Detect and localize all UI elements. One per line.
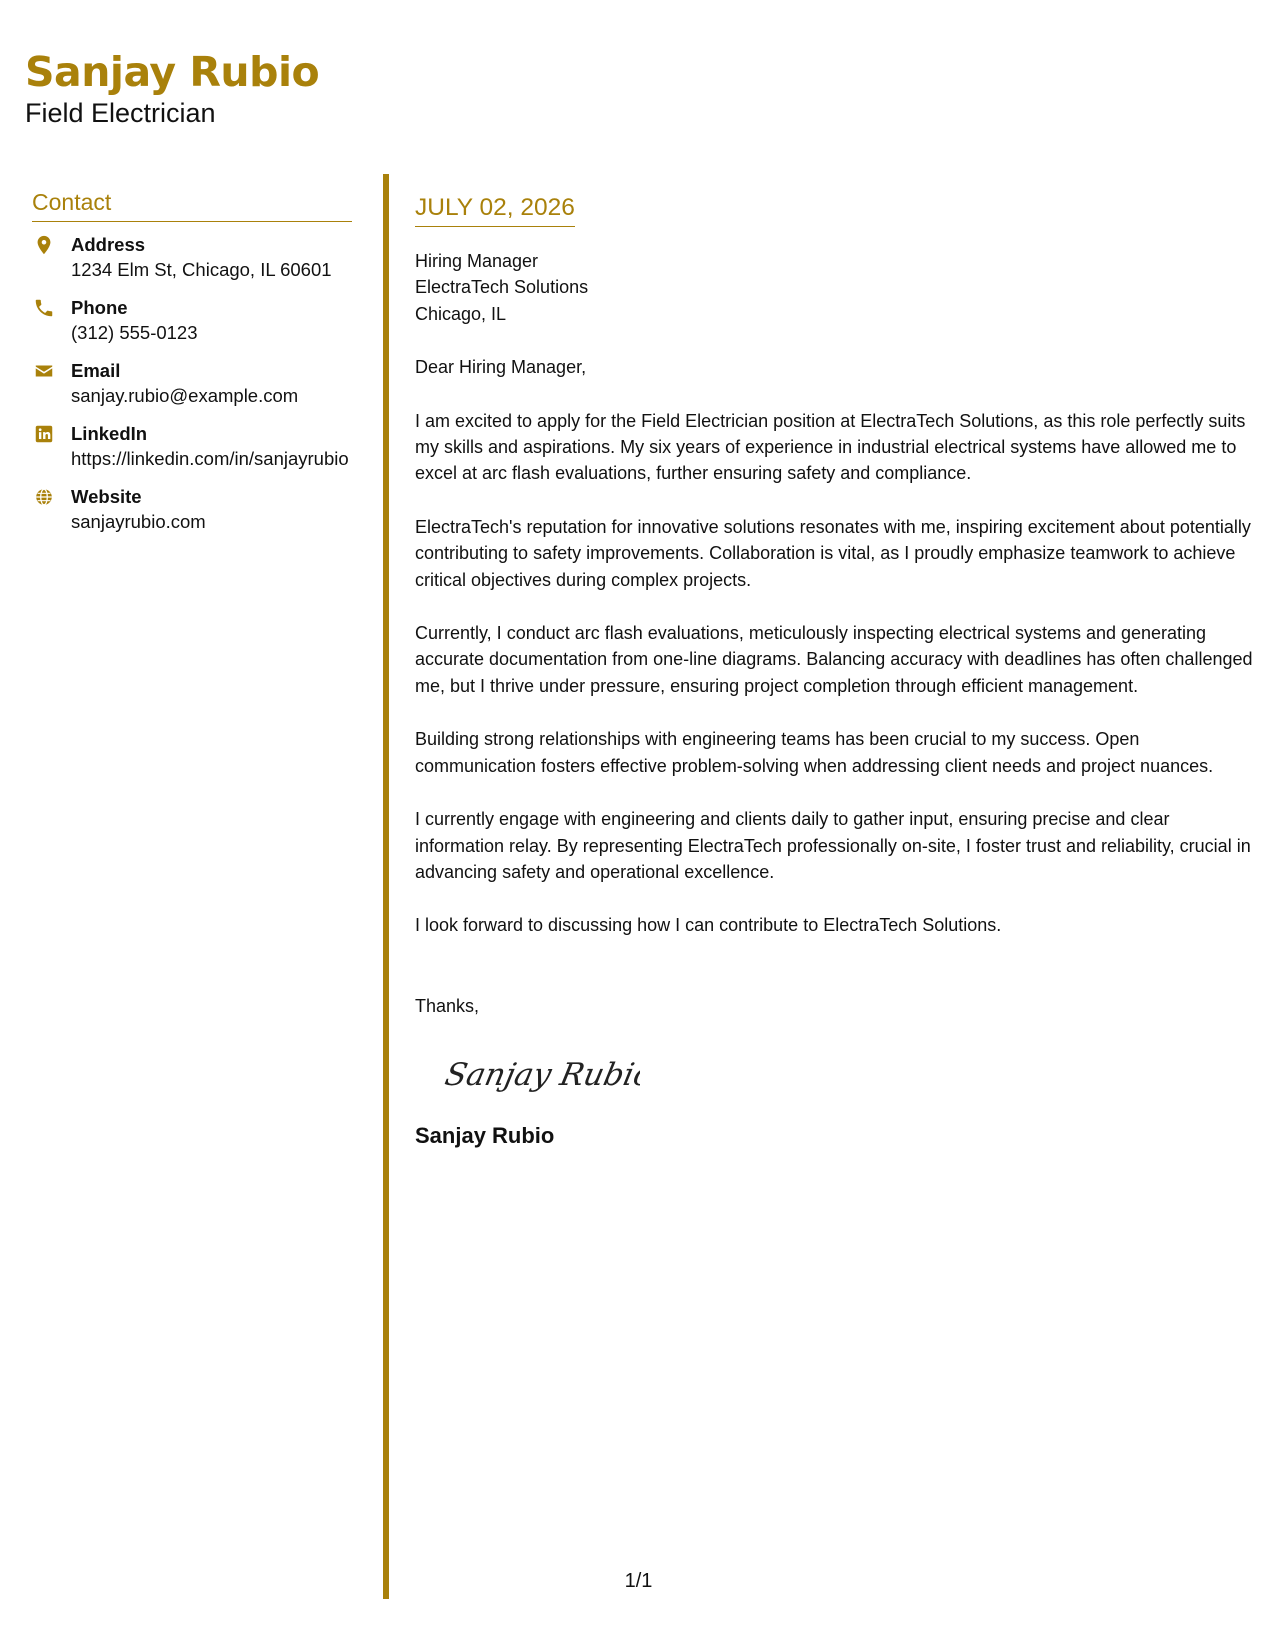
contact-item-linkedin: [32, 421, 352, 471]
contact-value-website[interactable]: sanjayrubio.com: [71, 511, 206, 532]
letter-body: [415, 193, 1255, 1150]
recipient-line: ElectraTech Solutions: [415, 277, 589, 298]
phone-icon: [33, 297, 55, 319]
body-paragraph: Currently, I conduct arc flash evaluations, meticulously inspecting electrical systems and generating accurate documentation from one-line diagrams. Balancing accuracy with deadlines has often challenged me, but I thrive under pressure, ensuring project completion through efficient management.: [415, 623, 1253, 696]
salutation: Dear Hiring Manager,: [415, 357, 587, 378]
body-paragraph: I am excited to apply for the Field Electrician position at ElectraTech Solutions, as this role perfectly suits my skills and aspirations. My six years of experience in industrial electrical systems have allowed me to excel at arc flash evaluations, further ensuring safety and compliance.: [415, 410, 1246, 484]
resume-header: [25, 48, 319, 130]
contact-item-address: [32, 232, 352, 282]
letter-date-wrap: [415, 193, 575, 227]
contact-item-phone: [32, 295, 352, 345]
applicant-name: Sanjay Rubio: [25, 48, 320, 96]
vertical-divider: [383, 174, 389, 1599]
contact-value-linkedin[interactable]: https://linkedin.com/in/sanjayrubio: [71, 448, 349, 469]
body-paragraph: ElectraTech's reputation for innovative solutions resonates with me, inspiring excitement about potentially contributing to safety improvements. Collaboration is vital, as I proudly emphasize teamwork to achieve critical objectives during complex projects.: [415, 516, 1251, 590]
signature-image: [440, 1045, 640, 1105]
recipient-line: Chicago, IL: [415, 303, 507, 324]
contact-label: Phone: [71, 297, 128, 318]
contact-value-address: 1234 Elm St, Chicago, IL 60601: [71, 259, 332, 280]
contact-item-website: [32, 484, 352, 534]
letter-date: JULY 02, 2026: [415, 194, 575, 221]
page-number-text: 1/1: [624, 1570, 653, 1592]
contact-item-email: [32, 358, 352, 408]
contact-label: Website: [71, 486, 142, 507]
applicant-job-title: Field Electrician: [25, 98, 216, 128]
linkedin-icon: [33, 423, 55, 445]
contact-value-phone: (312) 555-0123: [71, 322, 198, 343]
handwritten-signature: [440, 1045, 1255, 1105]
signature-text: Sanjay Rubio: [441, 1057, 640, 1094]
contact-sidebar: [32, 187, 352, 547]
globe-icon: [33, 486, 55, 508]
page-number: [0, 1570, 1275, 1593]
contact-label: Email: [71, 360, 121, 381]
contact-list: [32, 232, 352, 534]
contact-heading: Contact: [32, 187, 352, 222]
envelope-icon: [33, 360, 55, 382]
recipient-line: Hiring Manager: [415, 251, 539, 271]
contact-value-email: sanjay.rubio@example.com: [71, 385, 299, 406]
body-paragraph: Building strong relationships with engineering teams has been crucial to my success. Open communication fosters effective problem-solving when addressing client needs and project nuances.: [415, 729, 1214, 776]
recipient-block: [415, 248, 1255, 327]
closing: Thanks,: [415, 995, 480, 1016]
body-paragraph: I currently engage with engineering and clients daily to gather input, ensuring precise and clear information relay. By representing ElectraTech professionally on-site, I foster trust and reliability, crucial in advancing safety and operational excellence.: [415, 809, 1251, 882]
signer-name: Sanjay Rubio: [415, 1123, 555, 1149]
map-pin-icon: [33, 234, 55, 256]
contact-label: LinkedIn: [71, 423, 148, 444]
body-paragraph: I look forward to discussing how I can contribute to ElectraTech Solutions.: [415, 915, 1002, 936]
contact-label: Address: [71, 234, 146, 255]
